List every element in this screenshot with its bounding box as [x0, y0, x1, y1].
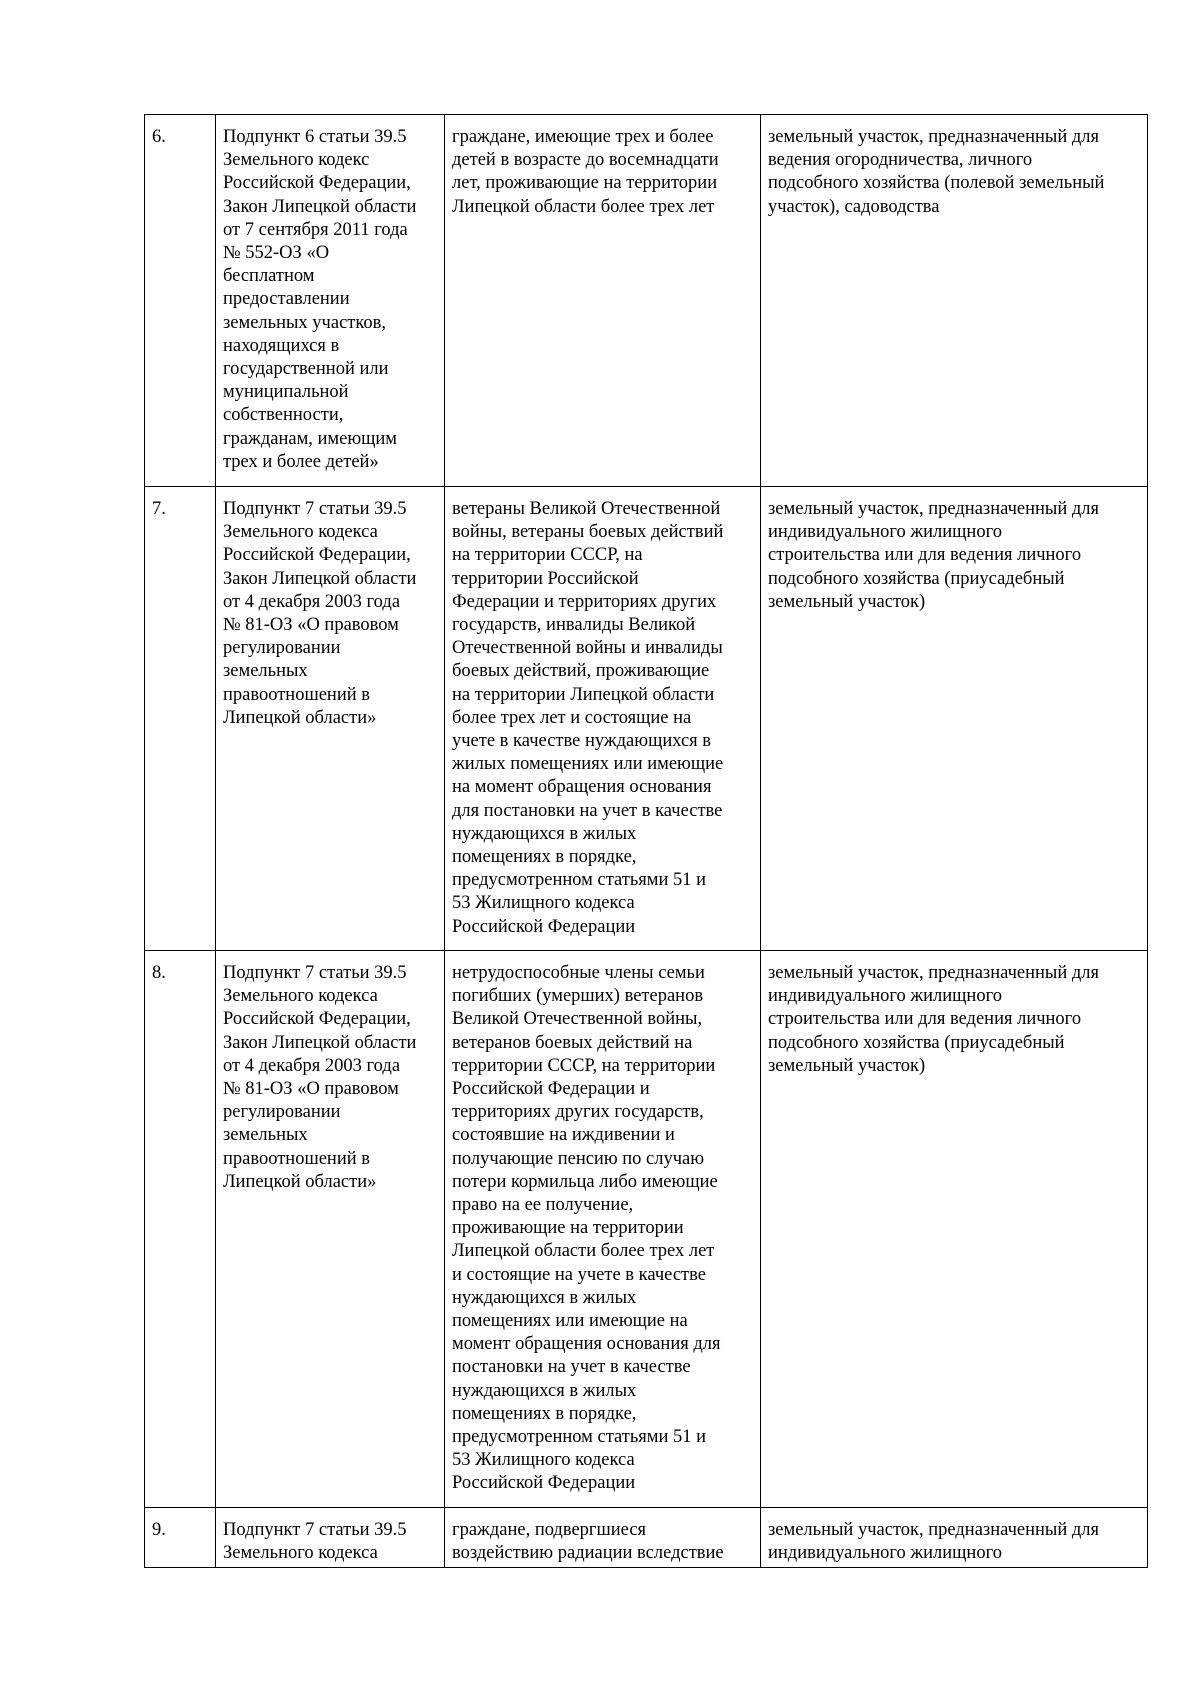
land-allocation-table: [144, 114, 1148, 1568]
table-row: [145, 115, 1148, 487]
legal-basis-cell: Подпункт 7 статьи 39.5 Земельного кодекса: [216, 1508, 445, 1568]
table-row: [145, 951, 1148, 1508]
land-plot-type-cell: земельный участок, предназначенный для индивидуального жилищного строительства или для ведения личного подсобного хозяйства (приусадебный земельный участок): [761, 951, 1148, 1508]
table-row: [145, 1508, 1148, 1568]
eligible-citizens-cell: нетрудоспособные члены семьи погибших (умерших) ветеранов Великой Отечественной войны, ветеранов боевых действий на территории СССР, на территории Российской Федерации и территориях других государств, состоявшие на иждивении и получающие пенсию по случаю потери кормильца либо имеющие право на ее получение, проживающие на территории Липецкой области более трех лет и состоящие на учете в качестве нуждающихся в жилых помещениях или имеющие на момент обращения основания для постановки на учет в качестве нуждающихся в жилых помещениях в порядке, предусмотренном статьями 51 и 53 Жилищного кодекса Российской Федерации: [445, 951, 761, 1508]
row-number-cell: 9.: [145, 1508, 216, 1568]
legal-basis-cell: Подпункт 6 статьи 39.5 Земельного кодекс Российской Федерации, Закон Липецкой области от 7 сентября 2011 года № 552-ОЗ «О бесплатном предоставлении земельных участков, находящихся в государственной или муниципальной собственности, гражданам, имеющим трех и более детей»: [216, 115, 445, 487]
eligible-citizens-cell: граждане, имеющие трех и более детей в возрасте до восемнадцати лет, проживающие на территории Липецкой области более трех лет: [445, 115, 761, 487]
legal-basis-cell: Подпункт 7 статьи 39.5 Земельного кодекса Российской Федерации, Закон Липецкой области от 4 декабря 2003 года № 81-ОЗ «О правовом регулировании земельных правоотношений в Липецкой области»: [216, 487, 445, 951]
row-number-cell: 7.: [145, 487, 216, 951]
legal-basis-cell: Подпункт 7 статьи 39.5 Земельного кодекса Российской Федерации, Закон Липецкой области от 4 декабря 2003 года № 81-ОЗ «О правовом регулировании земельных правоотношений в Липецкой области»: [216, 951, 445, 1508]
eligible-citizens-cell: граждане, подвергшиеся воздействию радиации вследствие: [445, 1508, 761, 1568]
land-plot-type-cell: земельный участок, предназначенный для индивидуального жилищного: [761, 1508, 1148, 1568]
land-plot-type-cell: земельный участок, предназначенный для индивидуального жилищного строительства или для ведения личного подсобного хозяйства (приусадебный земельный участок): [761, 487, 1148, 951]
row-number-cell: 8.: [145, 951, 216, 1508]
table-row: [145, 487, 1148, 951]
row-number-cell: 6.: [145, 115, 216, 487]
eligible-citizens-cell: ветераны Великой Отечественной войны, ветераны боевых действий на территории СССР, на территории Российской Федерации и территориях других государств, инвалиды Великой Отечественной войны и инвалиды боевых действий, проживающие на территории Липецкой области более трех лет и состоящие на учете в качестве нуждающихся в жилых помещениях или имеющие на момент обращения основания для постановки на учет в качестве нуждающихся в жилых помещениях в порядке, предусмотренном статьями 51 и 53 Жилищного кодекса Российской Федерации: [445, 487, 761, 951]
land-plot-type-cell: земельный участок, предназначенный для ведения огородничества, личного подсобного хозяйства (полевой земельный участок), садоводства: [761, 115, 1148, 487]
